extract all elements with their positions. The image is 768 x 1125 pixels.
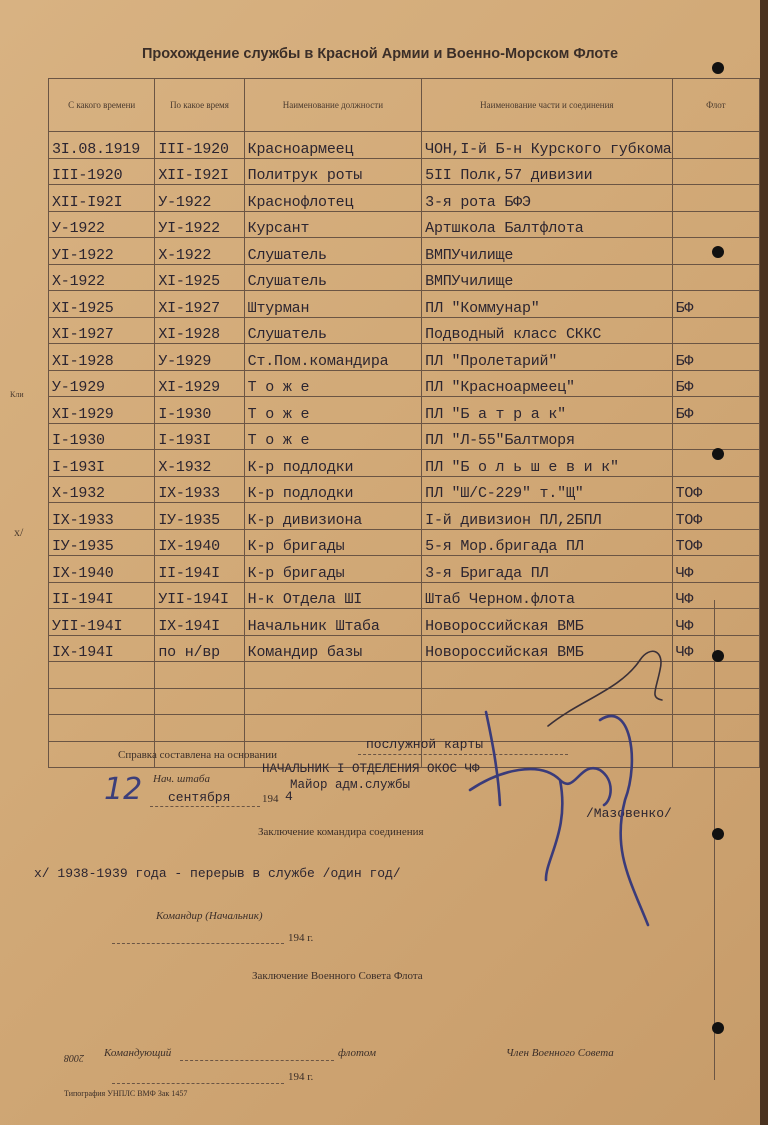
cell-to: Х-1932 xyxy=(155,450,244,477)
cell-fleet: ЧФ xyxy=(672,556,759,583)
cell-fleet: БФ xyxy=(672,370,759,397)
cell-fleet: ЧФ xyxy=(672,609,759,636)
cell-to: по н/вр xyxy=(155,635,244,662)
cell-position: Курсант xyxy=(244,211,422,238)
side-label: Кли xyxy=(10,390,24,399)
cell-from: ХI-1929 xyxy=(49,397,155,424)
cell-unit: ВМПУчилище xyxy=(422,238,672,265)
binder-hole xyxy=(712,1022,724,1034)
cell-from: 3I.08.1919 xyxy=(49,132,155,159)
cell-from: II-194I xyxy=(49,582,155,609)
cell-from: У-1922 xyxy=(49,211,155,238)
page-title: Прохождение службы в Красной Армии и Военно-Морском Флоте xyxy=(141,46,619,62)
chief-name: /Мазовенко/ xyxy=(586,806,672,821)
cell-fleet: ЧФ xyxy=(672,635,759,662)
cell-from: IУ-1935 xyxy=(49,529,155,556)
cell-fleet: ЧФ xyxy=(672,582,759,609)
side-mark-x: х/ xyxy=(14,525,24,539)
cell-fleet: БФ xyxy=(672,291,759,318)
cell-unit: Новороссийская ВМБ xyxy=(422,635,672,662)
printer-imprint: Типография УНПЛС ВМФ Зак 1457 xyxy=(64,1089,188,1098)
cell-unit: ВМПУчилище xyxy=(422,264,672,291)
chief-rank: Майор адм.службы xyxy=(290,778,411,792)
cell-position: К-р бригады xyxy=(244,556,422,583)
cell-to: УI-1922 xyxy=(155,211,244,238)
cell-fleet: ТОФ xyxy=(672,503,759,530)
cell-from: IХ-1933 xyxy=(49,503,155,530)
basis-label: Справка составлена на основании xyxy=(118,749,278,761)
cell-position: Ст.Пом.командира xyxy=(244,344,422,371)
cell-to: УII-194I xyxy=(155,582,244,609)
cell-to: IХ-194I xyxy=(155,609,244,636)
cell-unit: 5II Полк,57 дивизии xyxy=(422,158,672,185)
cell-position: Красноармеец xyxy=(244,132,422,159)
cell-to: Х-1922 xyxy=(155,238,244,265)
cell-unit: Штаб Черном.флота xyxy=(422,582,672,609)
cell-unit: 3-я рота БФЭ xyxy=(422,185,672,212)
cell-from: I-193I xyxy=(49,450,155,477)
cell-unit: ПЛ "Б а т р а к" xyxy=(422,397,672,424)
cell-unit: ЧОН,I-й Б-н Курского губкома xyxy=(422,132,672,159)
commanding-label: Командующий xyxy=(104,1047,172,1059)
cell-from: ХI-1928 xyxy=(49,344,155,371)
basis-value: послужной карты xyxy=(366,737,484,752)
cell-position: Командир базы xyxy=(244,635,422,662)
cell-from: III-1920 xyxy=(49,158,155,185)
cell-position: Т о ж е xyxy=(244,423,422,450)
binder-hole xyxy=(712,828,724,840)
council-conclusion-label: Заключение Военного Совета Флота xyxy=(252,970,423,982)
cell-from: ХI-1927 xyxy=(49,317,155,344)
cell-to: XII-I92I xyxy=(155,158,244,185)
cell-to: I-193I xyxy=(155,423,244,450)
binder-hole xyxy=(712,448,724,460)
cell-position: К-р бригады xyxy=(244,529,422,556)
cell-to: IХ-1933 xyxy=(155,476,244,503)
cell-position: Слушатель xyxy=(244,317,422,344)
year-suffix: 4 xyxy=(285,789,293,804)
cell-to: III-1920 xyxy=(155,132,244,159)
cell-from: I-1930 xyxy=(49,423,155,450)
cell-unit: I-й дивизион ПЛ,2БПЛ xyxy=(422,503,672,530)
cell-to: ХI-1927 xyxy=(155,291,244,318)
binder-hole xyxy=(712,650,724,662)
day-handwritten: 12 xyxy=(104,772,143,807)
cell-position: Начальник Штаба xyxy=(244,609,422,636)
cell-unit: Подводный класс СККС xyxy=(422,317,672,344)
cell-position: Краснофлотец xyxy=(244,185,422,212)
cell-position: Т о ж е xyxy=(244,397,422,424)
header-fleet: Флот xyxy=(672,79,759,132)
cell-unit: ПЛ "Коммунар" xyxy=(422,291,672,318)
commander-label: Командир (Начальник) xyxy=(156,910,263,922)
cell-position: Н-к Отдела ШI xyxy=(244,582,422,609)
cell-position: К-р дивизиона xyxy=(244,503,422,530)
cell-unit: Новороссийская ВМБ xyxy=(422,609,672,636)
chief-title: НАЧАЛЬНИК I ОТДЕЛЕНИЯ ОКОС ЧФ xyxy=(262,762,480,776)
side-number: 2008 xyxy=(64,1052,84,1063)
cell-to: У-1929 xyxy=(155,344,244,371)
header-to: По какое время xyxy=(155,79,244,132)
cell-unit: ПЛ "Красноармеец" xyxy=(422,370,672,397)
header-position: Наименование должности xyxy=(244,79,422,132)
secondary-signature xyxy=(548,651,662,726)
cell-fleet: ТОФ xyxy=(672,476,759,503)
cell-from: IХ-194I xyxy=(49,635,155,662)
cell-to: У-1922 xyxy=(155,185,244,212)
month-value: сентября xyxy=(168,790,231,805)
cell-unit: ПЛ "Пролетарий" xyxy=(422,344,672,371)
binder-hole xyxy=(712,246,724,258)
cell-to: IХ-1940 xyxy=(155,529,244,556)
cell-fleet: ТОФ xyxy=(672,529,759,556)
council-year: 194 г. xyxy=(288,1071,314,1083)
cell-position: К-р подлодки xyxy=(244,476,422,503)
cell-position: Слушатель xyxy=(244,238,422,265)
signature-stroke xyxy=(470,712,648,925)
cell-unit: Артшкола Балтфлота xyxy=(422,211,672,238)
council-member-label: Член Военного Совета xyxy=(506,1047,614,1059)
cell-position: Слушатель xyxy=(244,264,422,291)
cell-unit: ПЛ "Б о л ь ш е в и к" xyxy=(422,450,672,477)
page-edge xyxy=(760,0,768,1125)
header-unit: Наименование части и соединения xyxy=(422,79,672,132)
commander-year: 194 г. xyxy=(288,932,314,944)
cell-position: Т о ж е xyxy=(244,370,422,397)
cell-unit: 3-я Бригада ПЛ xyxy=(422,556,672,583)
cell-unit: ПЛ "Л-55"Балтморя xyxy=(422,423,672,450)
cell-to: II-194I xyxy=(155,556,244,583)
cell-from: Х-1932 xyxy=(49,476,155,503)
cell-position: К-р подлодки xyxy=(244,450,422,477)
cell-fleet: БФ xyxy=(672,397,759,424)
cell-fleet: БФ xyxy=(672,344,759,371)
cell-from: IХ-1940 xyxy=(49,556,155,583)
fleet-label: флотом xyxy=(338,1047,377,1059)
cell-to: ХI-1928 xyxy=(155,317,244,344)
cell-to: IУ-1935 xyxy=(155,503,244,530)
cell-from: У-1929 xyxy=(49,370,155,397)
cell-to: I-1930 xyxy=(155,397,244,424)
cell-to: ХI-1925 xyxy=(155,264,244,291)
cell-from: УI-1922 xyxy=(49,238,155,265)
nach-shtaba-label: Нач. штаба xyxy=(153,773,210,785)
cell-unit: ПЛ "Ш/С-229" т."Щ" xyxy=(422,476,672,503)
cell-position: Штурман xyxy=(244,291,422,318)
commander-conclusion-label: Заключение командира соединения xyxy=(258,826,424,838)
cell-to: ХI-1929 xyxy=(155,370,244,397)
binder-hole xyxy=(712,62,724,74)
service-gap-remark: х/ 1938-1939 года - перерыв в службе /один год/ xyxy=(34,866,401,881)
cell-from: XII-I92I xyxy=(49,185,155,212)
cell-from: УII-194I xyxy=(49,609,155,636)
cell-unit: 5-я Мор.бригада ПЛ xyxy=(422,529,672,556)
year-prefix: 194 xyxy=(262,793,279,805)
cell-from: Х-1922 xyxy=(49,264,155,291)
header-from: С какого времени xyxy=(49,79,155,132)
cell-position: Политрук роты xyxy=(244,158,422,185)
cell-from: ХI-1925 xyxy=(49,291,155,318)
